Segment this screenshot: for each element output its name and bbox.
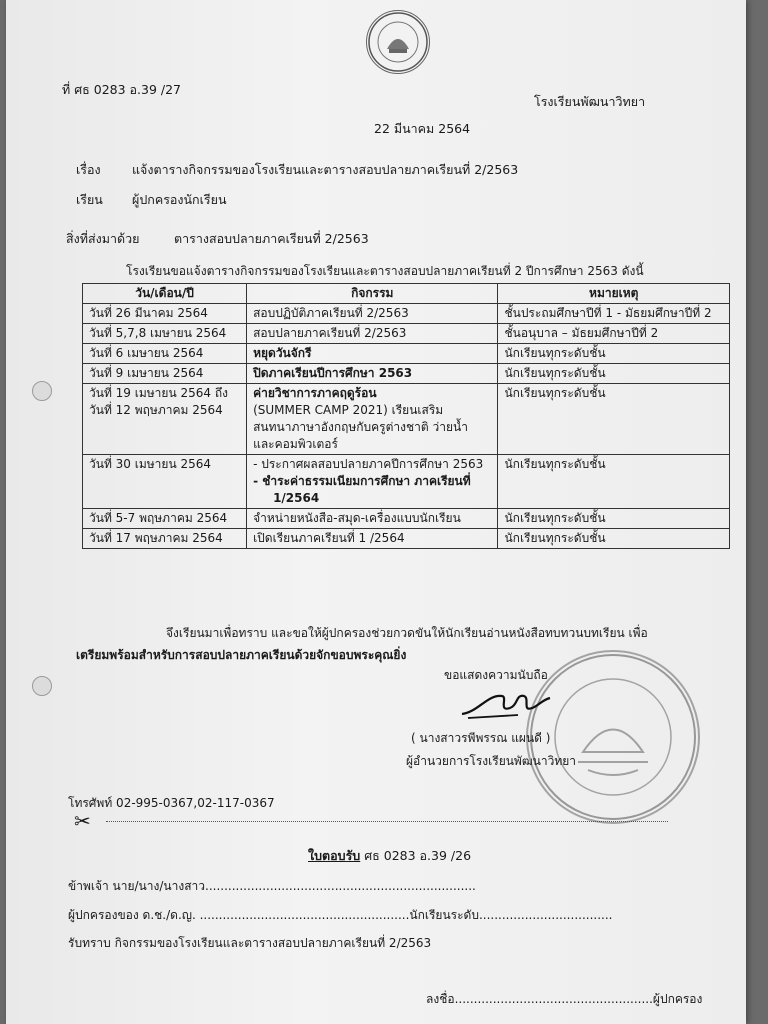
activity-line: สนทนาภาษาอังกฤษกับครูต่างชาติ ว่ายน้ำ — [253, 420, 468, 434]
table-cell-activity — [247, 455, 498, 509]
table-row — [83, 324, 730, 344]
subject-text: แจ้งตารางกิจกรรมของโรงเรียนและตารางสอบปลายภาคเรียนที่ 2/2563 — [132, 162, 519, 177]
school-emblem-icon — [366, 10, 430, 74]
punch-hole — [32, 676, 52, 696]
table-cell-activity: เปิดเรียนภาคเรียนที่ 1 /2564 — [247, 529, 498, 549]
table-cell-date: วันที่ 5,7,8 เมษายน 2564 — [83, 324, 247, 344]
reply-signature-line: ลงชื่อ....................................................ผู้ปกครอง — [426, 992, 703, 1006]
table-cell-date: วันที่ 9 เมษายน 2564 — [83, 364, 247, 384]
punch-hole — [32, 381, 52, 401]
table-cell-note: นักเรียนทุกระดับชั้น — [498, 364, 730, 384]
table-row — [83, 344, 730, 364]
scissors-icon: ✂ — [74, 809, 91, 833]
activity-line: 1/2564 — [273, 491, 320, 505]
schedule-table — [82, 283, 730, 549]
cut-line — [106, 821, 668, 822]
closing-text-line: เตรียมพร้อมสำหรับการสอบปลายภาคเรียนด้วยจักขอบพระคุณยิ่ง — [76, 648, 407, 662]
reply-form-number: ศธ 0283 อ.39 /26 — [360, 848, 472, 863]
date-line: วันที่ 19 เมษายน 2564 ถึง — [89, 386, 228, 400]
signature-icon — [458, 684, 554, 724]
table-cell-date — [83, 384, 247, 455]
table-row — [83, 304, 730, 324]
document-date: 22 มีนาคม 2564 — [374, 121, 471, 136]
document-page — [6, 0, 746, 1024]
reply-form-title: ใบตอบรับ — [308, 848, 361, 863]
activity-line: (SUMMER CAMP 2021) เรียนเสริม — [253, 403, 444, 417]
subject-label: เรื่อง — [76, 162, 101, 177]
reply-line-name: ข้าพเจ้า นาย/นาง/นางสาว....................................................................... — [68, 879, 476, 893]
table-cell-activity — [247, 384, 498, 455]
activity-line: - ประกาศผลสอบปลายภาคปีการศึกษา 2563 — [253, 457, 484, 471]
reply-line-guardian: ผู้ปกครองของ ด.ช./ด.ญ. .......................................................นักเรียนระดับ................................... — [68, 908, 613, 922]
reply-line-acknowledge: รับทราบ กิจกรรมของโรงเรียนและตารางสอบปลายภาคเรียนที่ 2/2563 — [68, 936, 432, 950]
table-cell-date: วันที่ 5-7 พฤษภาคม 2564 — [83, 509, 247, 529]
table-cell-activity: สอบปลายภาคเรียนที่ 2/2563 — [247, 324, 498, 344]
table-cell-note: นักเรียนทุกระดับชั้น — [498, 384, 730, 455]
recipient-label: เรียน — [76, 192, 103, 207]
activity-line: - ชำระค่าธรรมเนียมการศึกษา ภาคเรียนที่ — [253, 474, 471, 488]
table-header-row — [83, 284, 730, 304]
table-row — [83, 384, 730, 455]
school-seal-icon — [526, 650, 700, 824]
column-header: วัน/เดือน/ปี — [83, 284, 247, 304]
table-cell-date: วันที่ 26 มีนาคม 2564 — [83, 304, 247, 324]
table-cell-activity: สอบปฏิบัติภาคเรียนที่ 2/2563 — [247, 304, 498, 324]
table-cell-note: นักเรียนทุกระดับชั้น — [498, 455, 730, 509]
document-number: ที่ ศธ 0283 อ.39 /27 — [62, 82, 182, 97]
enclosure-label: สิ่งที่ส่งมาด้วย — [66, 231, 140, 246]
table-cell-date: วันที่ 17 พฤษภาคม 2564 — [83, 529, 247, 549]
table-cell-date: วันที่ 6 เมษายน 2564 — [83, 344, 247, 364]
table-cell-note: ชั้นประถมศึกษาปีที่ 1 - มัธยมศึกษาปีที่ 2 — [498, 304, 730, 324]
table-cell-note: นักเรียนทุกระดับชั้น — [498, 344, 730, 364]
table-cell-note: นักเรียนทุกระดับชั้น — [498, 529, 730, 549]
table-row — [83, 529, 730, 549]
table-row — [83, 455, 730, 509]
activity-line: ค่ายวิชาการภาคฤดูร้อน — [253, 386, 377, 400]
table-row — [83, 509, 730, 529]
phone-number: โทรศัพท์ 02-995-0367,02-117-0367 — [68, 796, 275, 810]
recipient-text: ผู้ปกครองนักเรียน — [132, 192, 227, 207]
date-line: วันที่ 12 พฤษภาคม 2564 — [89, 403, 223, 417]
column-header: หมายเหตุ — [498, 284, 730, 304]
reply-form-heading — [308, 846, 471, 866]
activity-line: และคอมพิวเตอร์ — [253, 437, 338, 451]
table-cell-activity: ปิดภาคเรียนปีการศึกษา 2563 — [247, 364, 498, 384]
enclosure-text: ตารางสอบปลายภาคเรียนที่ 2/2563 — [174, 231, 369, 246]
table-row — [83, 364, 730, 384]
table-cell-activity: จำหน่ายหนังสือ-สมุด-เครื่องแบบนักเรียน — [247, 509, 498, 529]
table-cell-activity: หยุดวันจักรี — [247, 344, 498, 364]
signer-title: ผู้อำนวยการโรงเรียนพัฒนาวิทยา — [406, 754, 577, 768]
column-header: กิจกรรม — [247, 284, 498, 304]
table-cell-note: นักเรียนทุกระดับชั้น — [498, 509, 730, 529]
school-name: โรงเรียนพัฒนาวิทยา — [534, 94, 646, 109]
table-cell-note: ชั้นอนุบาล – มัธยมศึกษาปีที่ 2 — [498, 324, 730, 344]
closing-text-line: จึงเรียนมาเพื่อทราบ และขอให้ผู้ปกครองช่วยกวดขันให้นักเรียนอ่านหนังสือทบทวนบทเรียน เพื่อ — [166, 626, 648, 640]
table-cell-date: วันที่ 30 เมษายน 2564 — [83, 455, 247, 509]
regards-text: ขอแสดงความนับถือ — [444, 668, 548, 682]
intro-text: โรงเรียนขอแจ้งตารางกิจกรรมของโรงเรียนและตารางสอบปลายภาคเรียนที่ 2 ปีการศึกษา 2563 ดังนี้ — [126, 264, 644, 278]
signer-name: ( นางสาวรพีพรรณ แผนดี ) — [411, 731, 551, 745]
